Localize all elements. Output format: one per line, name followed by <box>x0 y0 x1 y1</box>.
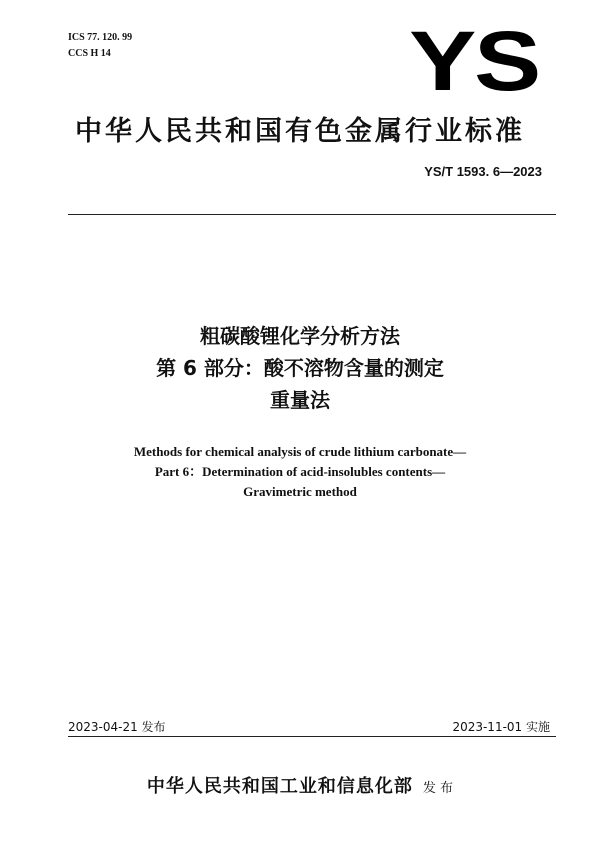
bottom-divider <box>68 736 556 737</box>
ccs-code: CCS H 14 <box>68 48 111 59</box>
publisher-verb: 发 布 <box>422 781 454 796</box>
english-title <box>40 442 560 502</box>
chinese-title-line-2: 第 6 部分：酸不溶物含量的测定 <box>156 356 444 380</box>
chinese-title <box>40 320 560 416</box>
issue-date: 2023-04-21 发布 <box>68 720 166 734</box>
implementation-date: 2023-11-01 实施 <box>452 720 550 734</box>
standard-number: YS/T 1593. 6—2023 <box>424 164 542 179</box>
chinese-title-line-3: 重量法 <box>270 388 330 412</box>
publisher-name: 中华人民共和国工业和信息化部 <box>146 776 413 797</box>
english-title-line-1: Methods for chemical analysis of crude lithium carbonate— <box>133 444 467 459</box>
ics-code: ICS 77. 120. 99 <box>68 32 133 43</box>
english-title-line-3: Gravimetric method <box>243 484 357 499</box>
top-divider <box>68 214 556 215</box>
standard-class-title: 中华人民共和国有色金属行业标准 <box>75 116 525 147</box>
classification-codes <box>68 30 132 62</box>
publisher <box>40 772 560 798</box>
english-title-line-2: Part 6：Determination of acid-insolubles contents— <box>154 464 446 479</box>
ys-logo: YS <box>409 14 539 108</box>
chinese-title-line-1: 粗碳酸锂化学分析方法 <box>200 324 400 348</box>
